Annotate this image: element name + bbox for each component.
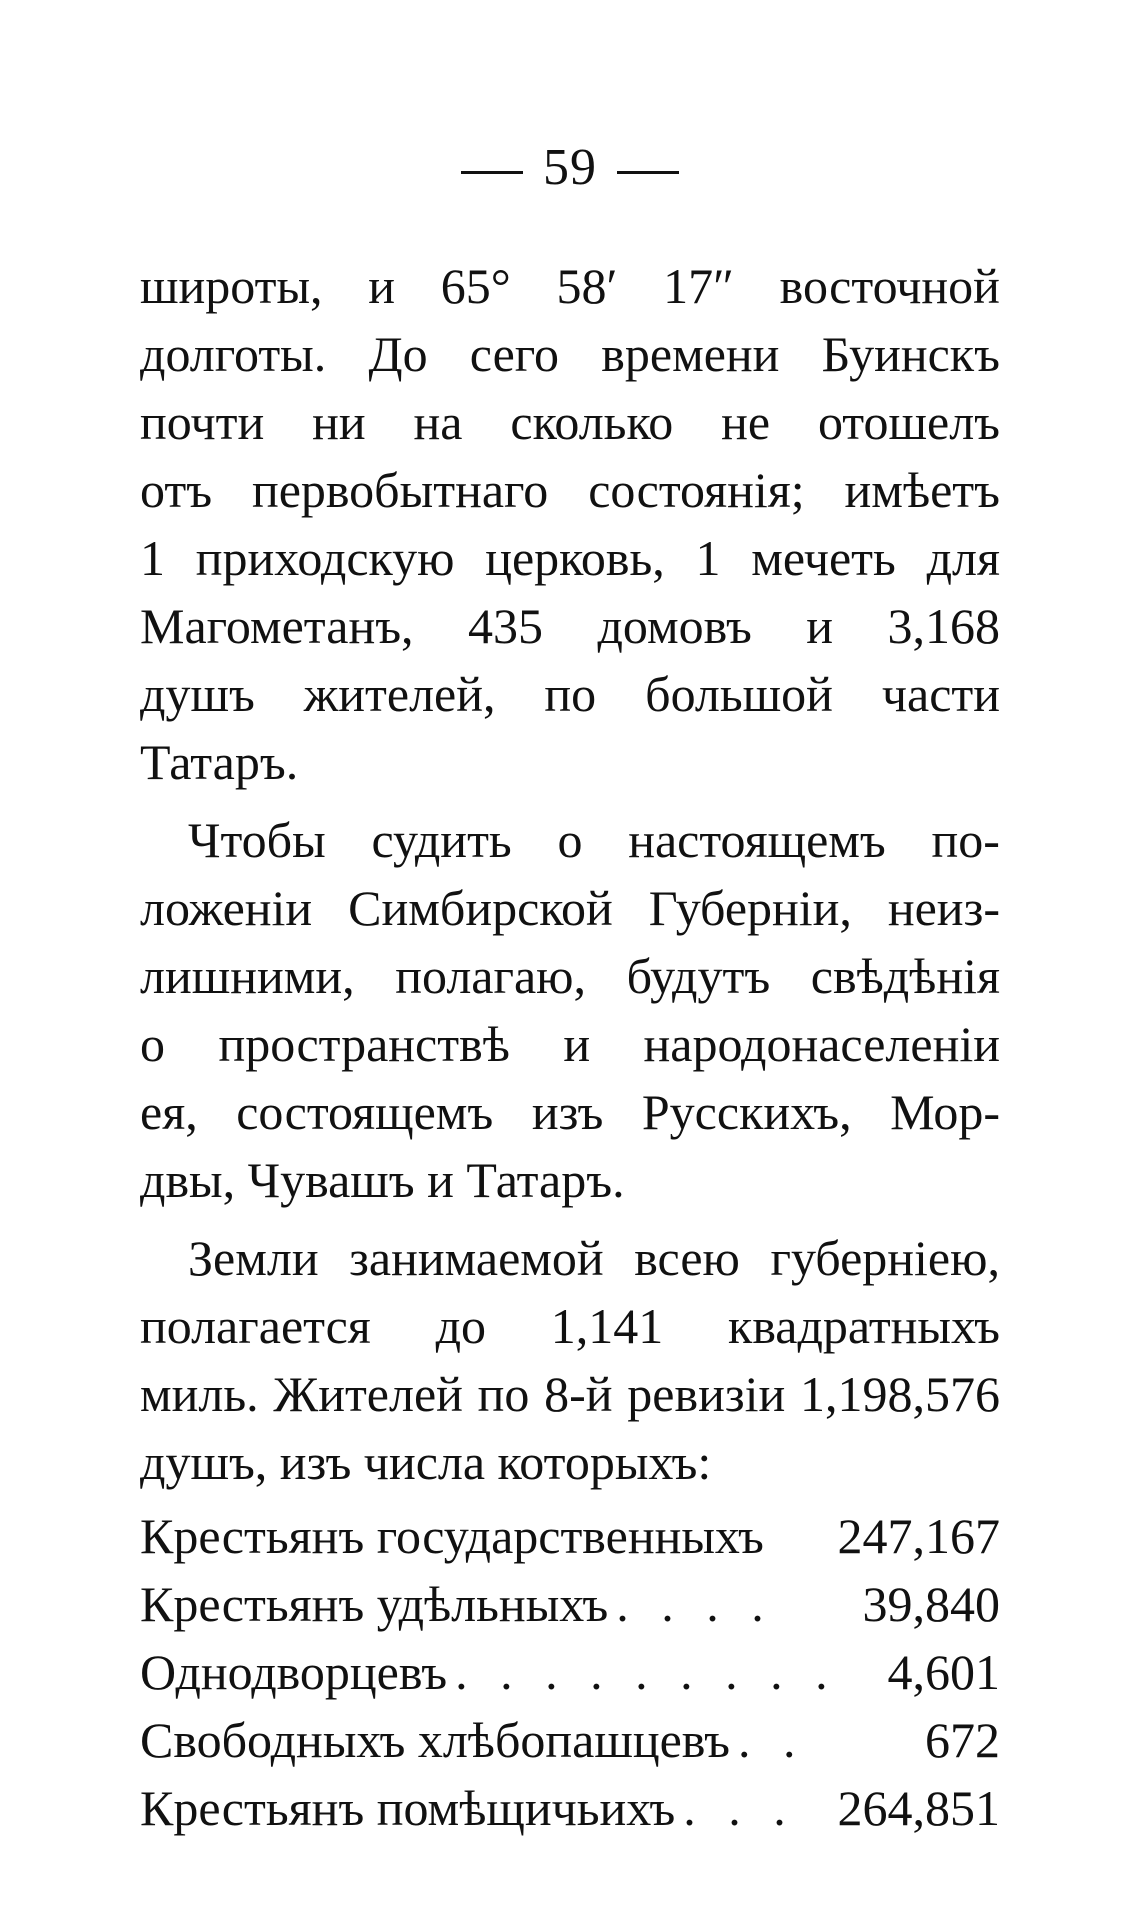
word: сего [469, 326, 560, 382]
row-dots: . . . . [616, 1576, 774, 1632]
text-line: двы, Чувашъ и Татаръ. [140, 1152, 625, 1208]
text-line [140, 660, 1000, 728]
row-value: 672 [925, 1712, 1000, 1768]
word: и [806, 598, 834, 654]
word: 17″ [663, 258, 734, 314]
row-dots: . . . [683, 1780, 796, 1836]
word: лишними, [140, 948, 355, 1004]
word: 3,168 [887, 598, 1000, 654]
word: для [926, 530, 1000, 586]
word: 1,141 [550, 1298, 664, 1354]
word: 1,198,576 [800, 1366, 1000, 1422]
page-number: 59 [543, 139, 597, 196]
word: приходскую [195, 530, 455, 586]
text-line: душъ, изъ числа которыхъ: [140, 1434, 712, 1490]
word: Русскихъ, [641, 1084, 852, 1140]
word: ревизіи [627, 1366, 786, 1422]
table-row [140, 1570, 1000, 1638]
table-row [140, 1502, 1000, 1570]
word: квадратныхъ [728, 1298, 1000, 1354]
table-row [140, 1706, 1000, 1774]
text-line [140, 524, 1000, 592]
word: долготы. [140, 326, 327, 382]
word: миль. [140, 1366, 259, 1422]
text-line [140, 388, 1000, 456]
word: имѣетъ [844, 462, 1000, 518]
row-dots: . . [738, 1712, 806, 1768]
word: 58′ [556, 258, 618, 314]
text-line [140, 1292, 1000, 1360]
text-line [140, 456, 1000, 524]
word: 65° [440, 258, 511, 314]
text-line [140, 1078, 1000, 1146]
text-line: Татаръ. [140, 734, 299, 790]
word: свѣдѣнія [810, 948, 1000, 1004]
word: о [140, 1016, 165, 1072]
text-line [140, 252, 1000, 320]
text-line [140, 874, 1000, 942]
word: Жителей [273, 1366, 463, 1422]
word: Губерніи, [648, 880, 852, 936]
word: полагается [140, 1298, 371, 1354]
word: 1 [695, 530, 721, 586]
word: не [721, 394, 771, 450]
word: Мор- [890, 1084, 1000, 1140]
word: полагаю, [395, 948, 587, 1004]
word: по- [931, 812, 1000, 868]
word: жителей, [303, 666, 496, 722]
word: состоянія; [588, 462, 805, 518]
row-label: Крестьянъ помѣщичьихъ [140, 1780, 676, 1836]
page-number-header [140, 138, 1000, 197]
row-label: Крестьянъ удѣльныхъ [140, 1576, 609, 1632]
word: состоящемъ [236, 1084, 494, 1140]
body-text [140, 252, 1000, 1842]
word: по [544, 666, 597, 722]
word: широты, [140, 258, 323, 314]
word: Буинскъ [821, 326, 1000, 382]
word: большой [645, 666, 833, 722]
word: до [435, 1298, 487, 1354]
paragraph-3 [140, 1224, 1000, 1496]
word: занимаемой [349, 1230, 604, 1286]
text-line [140, 592, 1000, 660]
word: церковь, [485, 530, 665, 586]
word: изъ [531, 1084, 604, 1140]
row-label: Свободныхъ хлѣбопашцевъ [140, 1712, 731, 1768]
row-value: 247,167 [837, 1508, 1000, 1564]
word: первобытнаго [251, 462, 549, 518]
row-value: 264,851 [837, 1780, 1000, 1836]
word: Земли [188, 1230, 319, 1286]
word: на [413, 394, 463, 450]
word: настоящемъ [628, 812, 886, 868]
word: всею [634, 1230, 740, 1286]
right-dash [617, 171, 679, 174]
word: отъ [140, 462, 213, 518]
word: судить [371, 812, 512, 868]
text-line [140, 942, 1000, 1010]
word: части [881, 666, 1000, 722]
row-value: 39,840 [862, 1576, 1000, 1632]
word: 1 [140, 530, 165, 586]
paragraph-1 [140, 252, 1000, 796]
word: неиз- [887, 880, 1000, 936]
word: отошелъ [817, 394, 1000, 450]
word: Чтобы [188, 812, 326, 868]
word: времени [601, 326, 780, 382]
word: душъ [140, 666, 255, 722]
word: ни [312, 394, 366, 450]
word: До [368, 326, 428, 382]
word: Симбирской [348, 880, 613, 936]
text-line [140, 1224, 1000, 1292]
population-table [140, 1502, 1000, 1842]
row-dots: . . . . . . . . . [455, 1644, 838, 1700]
text-line [140, 320, 1000, 388]
text-line [140, 1010, 1000, 1078]
word: будутъ [626, 948, 771, 1004]
row-label: Однодворцевъ [140, 1644, 448, 1700]
table-row [140, 1638, 1000, 1706]
text-line [140, 806, 1000, 874]
table-row [140, 1774, 1000, 1842]
row-label: Крестьянъ государственныхъ [140, 1508, 764, 1564]
word: и [368, 258, 396, 314]
word: сколько [510, 394, 674, 450]
row-value: 4,601 [887, 1644, 1000, 1700]
word: и [563, 1016, 591, 1072]
word: ея, [140, 1084, 198, 1140]
word: ложеніи [140, 880, 313, 936]
word: восточной [779, 258, 1000, 314]
word: мечеть [751, 530, 896, 586]
word: губерніею, [770, 1230, 1000, 1286]
word: народонаселеніи [643, 1016, 1000, 1072]
word: почти [140, 394, 265, 450]
word: 435 [468, 598, 544, 654]
word: Магометанъ, [140, 598, 414, 654]
word: 8-й [544, 1366, 613, 1422]
word: по [477, 1366, 530, 1422]
word: о [557, 812, 583, 868]
text-line [140, 1360, 1000, 1428]
left-dash [461, 171, 523, 174]
word: пространствѣ [218, 1016, 510, 1072]
paragraph-2 [140, 806, 1000, 1214]
word: домовъ [597, 598, 752, 654]
